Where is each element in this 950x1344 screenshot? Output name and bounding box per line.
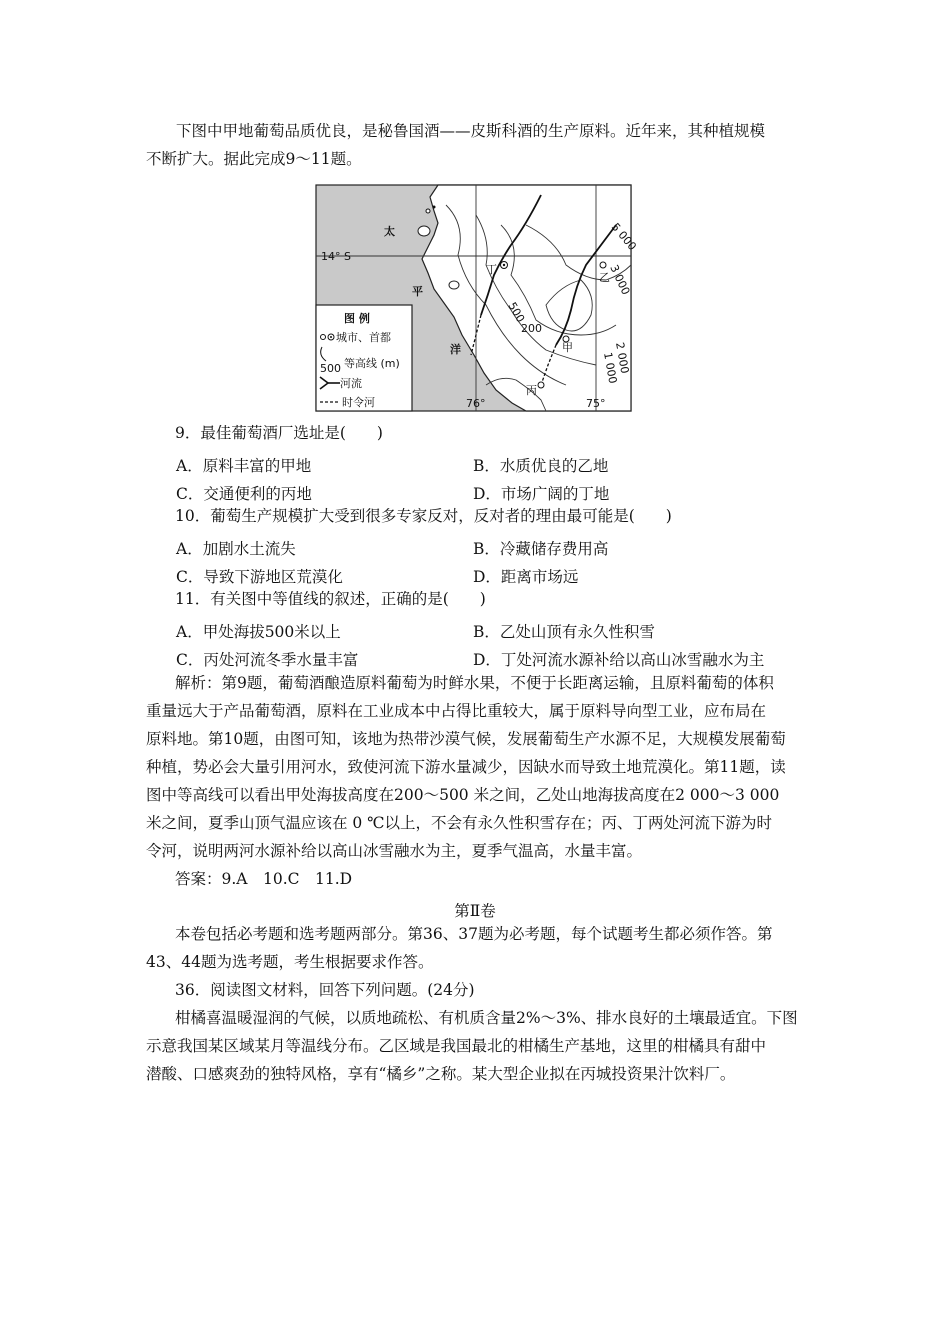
question-10-option-b[interactable]: B．冷藏储存费用高	[473, 540, 609, 558]
question-10-options-row-1	[176, 537, 816, 557]
label-jia: 甲	[562, 341, 573, 354]
material-line-1: 柑橘喜温暖湿润的气候，以质地疏松、有机质含量2%～3%、排水良好的土壤最适宜。下图	[175, 1009, 798, 1027]
question-11-option-c[interactable]: C．丙处河流冬季水量丰富	[176, 651, 359, 669]
city-marker	[433, 206, 436, 209]
label-yang: 洋	[450, 343, 461, 356]
label-latitude: 14° S	[321, 250, 351, 263]
analysis-line-4: 种植，势必会大量引用河水，致使河流下游水量减少，因缺水而导致土地荒漠化。第11题，读	[146, 758, 786, 776]
label-yi: 乙	[599, 271, 610, 284]
question-9-stem: 9．最佳葡萄酒厂选址是( )	[175, 424, 383, 442]
analysis-line-6: 米之间，夏季山顶气温应该在 0 ℃以上，不会有永久性积雪存在；丙、丁两处河流下游为时	[146, 814, 773, 832]
question-9-options-row-2	[176, 482, 816, 502]
question-9-option-d[interactable]: D．市场广阔的丁地	[473, 485, 610, 503]
question-10-option-d[interactable]: D．距离市场远	[473, 568, 579, 586]
question-10-option-a[interactable]: A．加剧水土流失	[176, 540, 296, 558]
label-tai: 太	[384, 225, 395, 238]
contour-label-200: 200	[521, 322, 542, 335]
material-line-3: 潜酸、口感爽劲的独特风格，享有“橘乡”之称。某大型企业拟在丙城投资果汁饮料厂。	[146, 1065, 736, 1083]
question-9-options-row-1	[176, 454, 816, 474]
question-36-stem: 36．阅读图文材料，回答下列问题。(24分)	[175, 981, 475, 999]
section-intro-line-2: 43、44题为选考题，考生根据要求作答。	[146, 953, 434, 971]
question-9-option-b[interactable]: B．水质优良的乙地	[473, 457, 609, 475]
legend-river-label: 河流	[340, 377, 362, 390]
analysis-line-1: 解析：第9题，葡萄酒酿造原料葡萄为时鲜水果，不便于长距离运输，且原料葡萄的体积	[175, 674, 774, 692]
question-11-option-b[interactable]: B．乙处山顶有永久性积雪	[473, 623, 655, 641]
island	[449, 281, 459, 289]
section-intro-line-1: 本卷包括必考题和选考题两部分。第36、37题为必考题，每个试题考生都必须作答。第	[175, 925, 773, 943]
intro-line-2: 不断扩大。据此完成9～11题。	[146, 150, 362, 168]
question-11-option-d[interactable]: D．丁处河流水源补给以高山冰雪融水为主	[473, 651, 765, 669]
question-9-option-a[interactable]: A．原料丰富的甲地	[176, 457, 312, 475]
analysis-line-2: 重量远大于产品葡萄酒，原料在工业成本中占得比重较大，属于原料导向型工业，应布局在	[146, 702, 767, 720]
question-11-options-row-1	[176, 620, 816, 640]
label-lon76: 76°	[466, 397, 486, 410]
island	[418, 226, 430, 236]
label-ding: 丁	[486, 263, 497, 276]
contour-label-5000: 5 000	[608, 220, 639, 254]
city-marker-yi	[600, 262, 606, 268]
analysis-line-3: 原料地。第10题，由图可知，该地为热带沙漠气候，发展葡萄生产水源不足，大规模发展葡萄	[146, 730, 786, 748]
legend-contour-label: 等高线 (m)	[344, 357, 400, 370]
legend-city-icon	[321, 335, 326, 340]
question-10-stem: 10．葡萄生产规模扩大受到很多专家反对，反对者的理由最可能是( )	[175, 507, 672, 525]
label-ping: 平	[412, 285, 423, 298]
question-9-option-c[interactable]: C．交通便利的丙地	[176, 485, 312, 503]
analysis-line-7: 令河，说明两河水源补给以高山冰雪融水为主，夏季气温高，水量丰富。	[146, 842, 643, 860]
question-10-options-row-2	[176, 565, 816, 585]
legend-city-label: 城市、首都	[336, 331, 391, 344]
intro-line-1: 下图中甲地葡萄品质优良，是秘鲁国酒——皮斯科酒的生产原料。近年来，其种植规模	[176, 122, 766, 140]
legend-contour-value: 500	[320, 362, 341, 375]
contour-label-500: 500	[505, 300, 528, 325]
section-title: 第Ⅱ卷	[454, 902, 496, 920]
contour-label-1000: 1 000	[601, 351, 620, 385]
contour-label-3000: 3 000	[607, 262, 633, 297]
label-lon75: 75°	[586, 397, 606, 410]
contour-map-figure	[316, 185, 639, 411]
label-bing: 丙	[526, 384, 537, 397]
city-marker-bing	[538, 382, 544, 388]
city-marker	[426, 209, 430, 213]
question-11-stem: 11．有关图中等值线的叙述，正确的是( )	[175, 590, 486, 608]
legend-title: 图 例	[344, 312, 370, 325]
question-11-option-a[interactable]: A．甲处海拔500米以上	[176, 623, 341, 641]
question-11-options-row-2	[176, 648, 816, 668]
answer-line: 答案：9.A 10.C 11.D	[175, 870, 353, 888]
material-line-2: 示意我国某区域某月等温线分布。乙区域是我国最北的柑橘生产基地，这里的柑橘具有甜中	[146, 1037, 767, 1055]
legend-seasonal-label: 时令河	[342, 396, 375, 409]
question-10-option-c[interactable]: C．导致下游地区荒漠化	[176, 568, 343, 586]
contour-label-2000: 2 000	[613, 341, 632, 375]
analysis-line-5: 图中等高线可以看出甲处海拔高度在200～500 米之间，乙处山地海拔高度在2 000～3 000	[146, 786, 780, 804]
